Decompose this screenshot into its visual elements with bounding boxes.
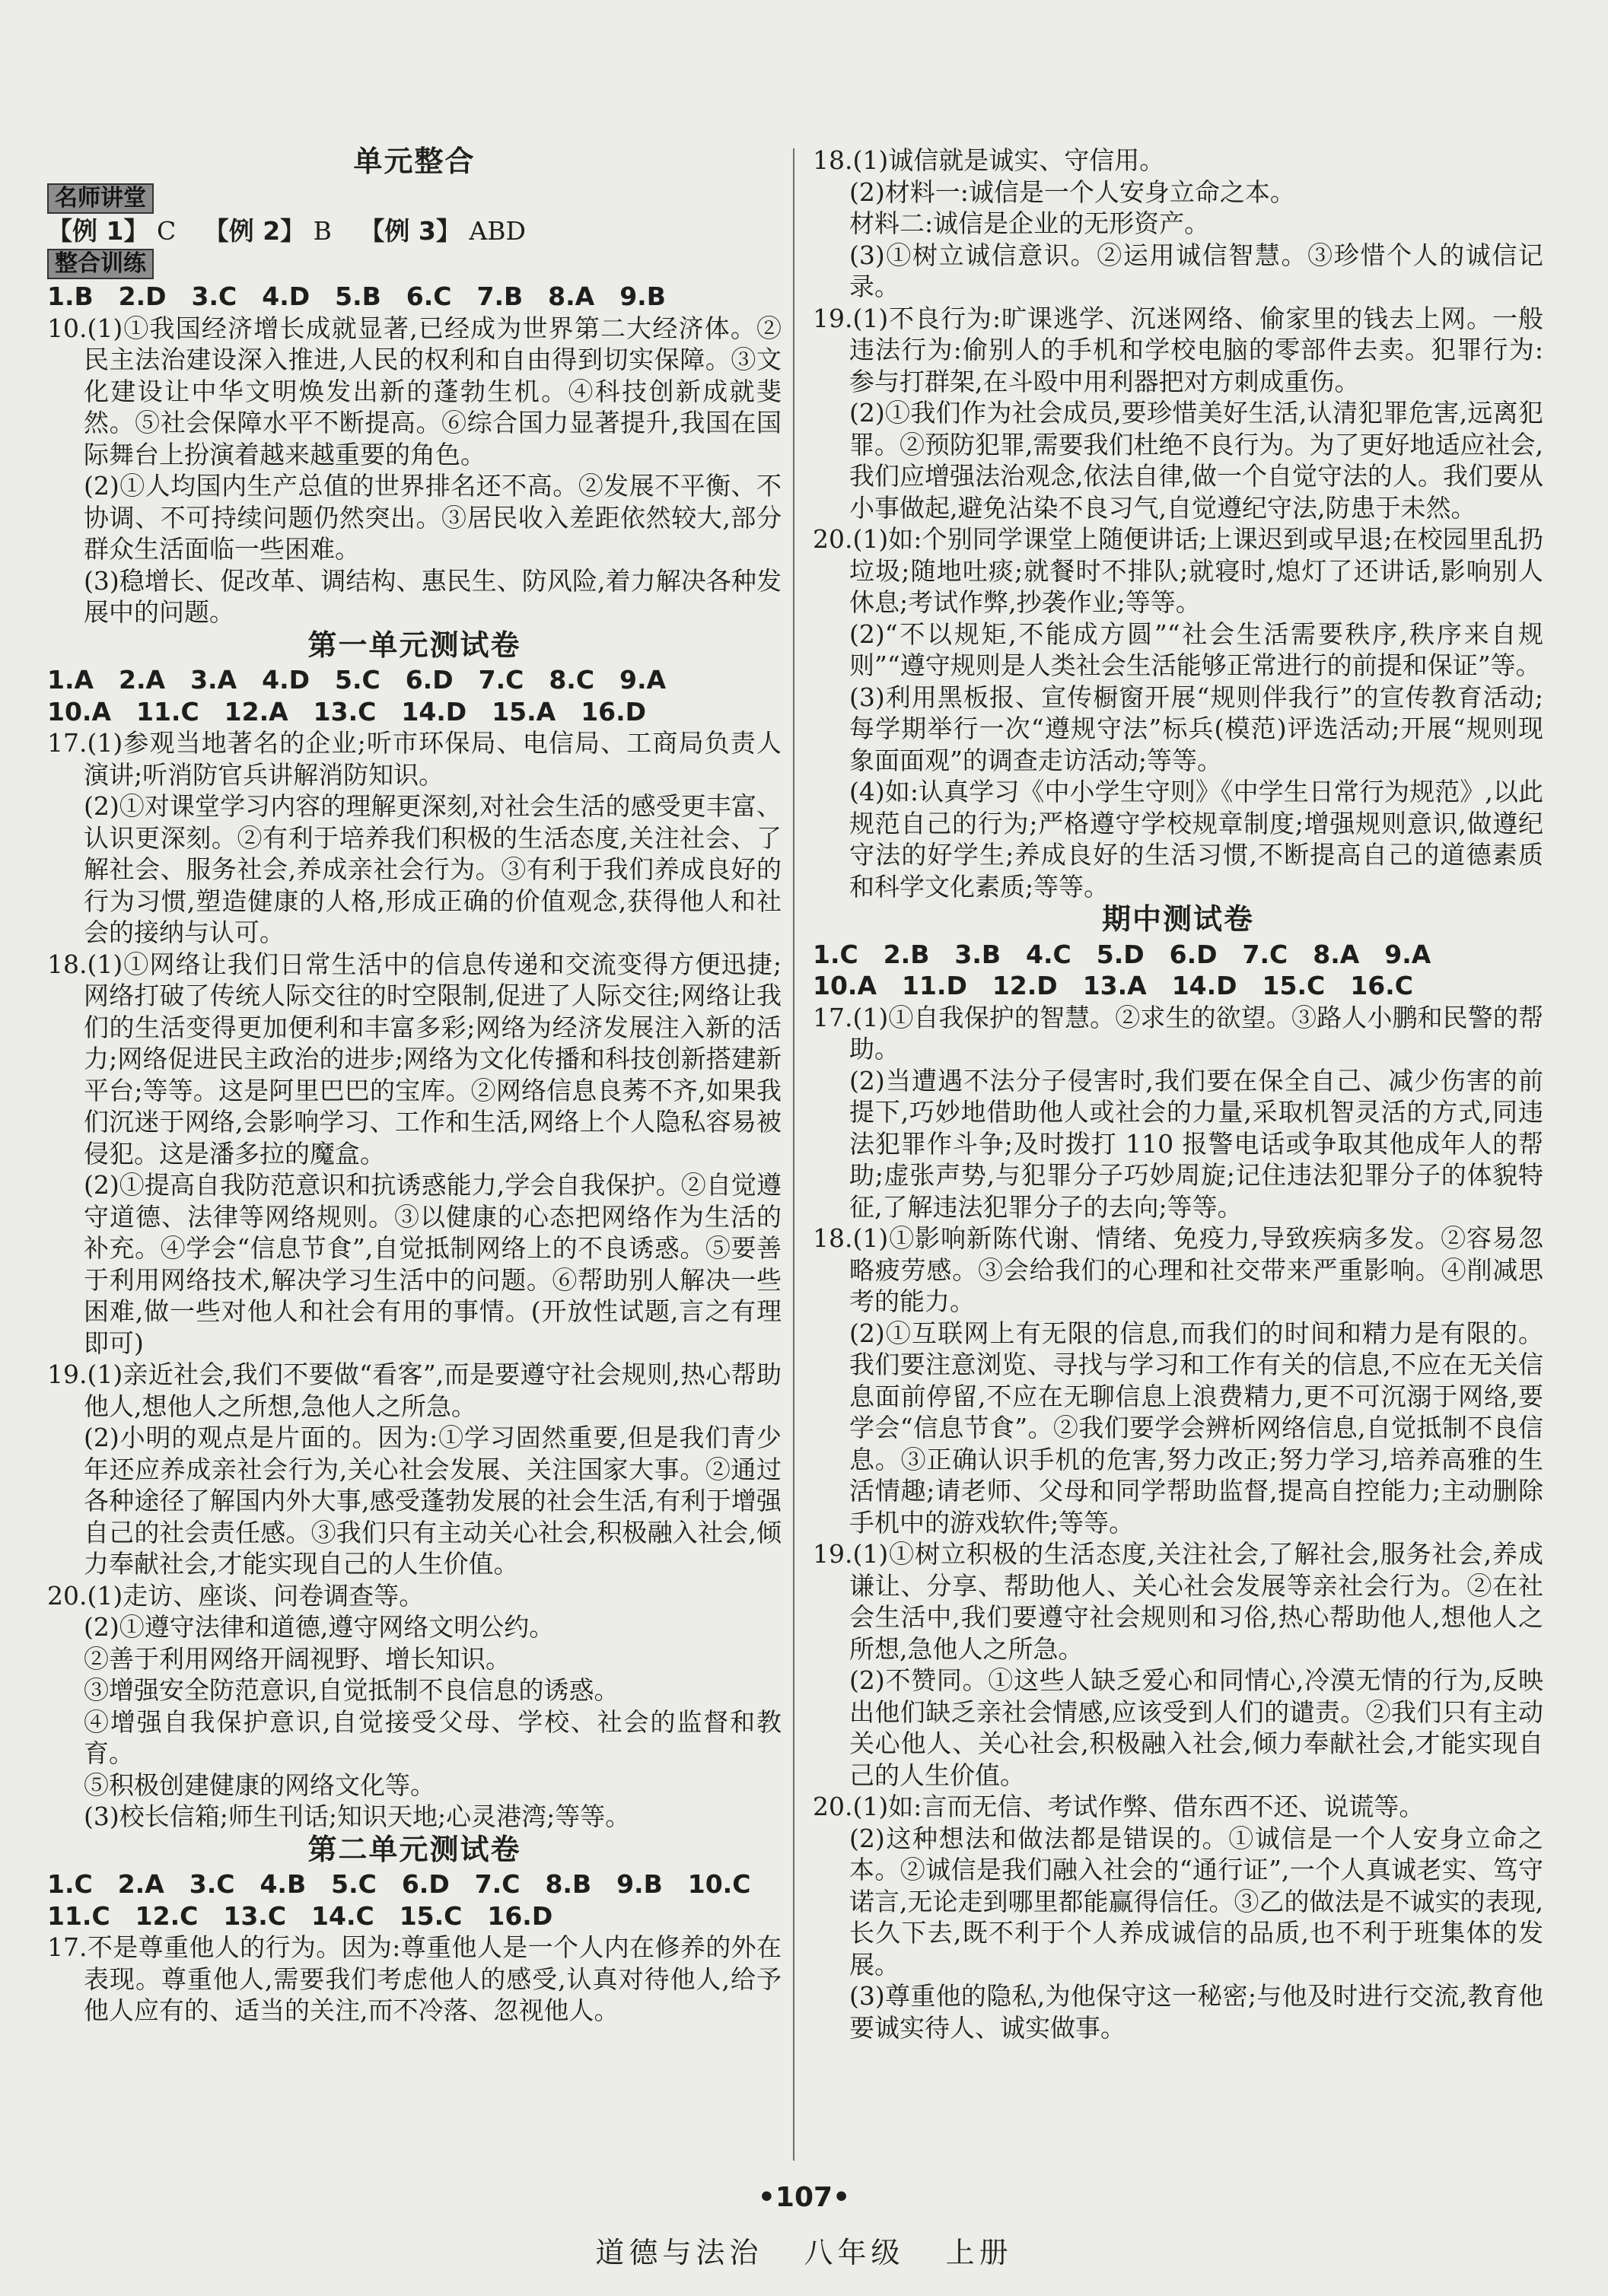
unit1-q20-part2: (2)①遵守法律和道德,遵守网络文明公约。 [84,1612,555,1642]
unit2-q17: 17.不是尊重他人的行为。因为:尊重他人是一个人内在修养的外在表现。尊重他人,需要我们考虑他人的感受,认真对待他人,给予他人应有的、适当的关注,而不冷落、忽视他人。 [47,1932,782,2025]
column-divider [793,148,794,2161]
tag-integrated-training: 整合训练 [47,249,154,279]
unit2-q18-part4: (3)①树立诚信意识。②运用诚信智慧。③珍惜个人的诚信记录。 [849,240,1543,301]
midterm-q18-part2: (2)①互联网上有无限的信息,而我们的时间和精力是有限的。我们要注意浏览、寻找与学习和工作有关的信息,不应在无关信息面前停留,不应在无聊信息上浪费精力,更不可沉溺于网络,要学会“信息节食”。②我们要学会辨析网络信息,自觉抵制不良信息。③正确认识手机的危害,努力改正;努力学习,培养高雅的生活情趣;请老师、父母和同学帮助监督,提高自控能力;主动删除手机中的游戏软件;等等。 [849,1318,1543,1538]
unit2-q19-part2: (2)①我们作为社会成员,要珍惜美好生活,认清犯罪危害,远离犯罪。②预防犯罪,需要我们杜绝不良行为。为了更好地适应社会,我们应增强法治观念,依法自律,做一个自觉守法的人。我们要从小事做起,避免沾染不良习气,自觉遵纪守法,防患于未然。 [849,398,1543,523]
unit1-q19-part2: (2)小明的观点是片面的。因为:①学习固然重要,但是我们青少年还应养成亲社会行为,关心社会发展、关注国家大事。②通过各种途径了解国内外大事,感受蓬勃发展的社会生活,有利于增强自己的社会责任感。③我们只有主动关心社会,积极融入社会,倾力奉献社会,才能实现自己的人生价值。 [84,1423,782,1579]
unit1-q20-part3: ②善于利用网络开阔视野、增长知识。 [84,1643,511,1674]
unit1-q20-part6: ⑤积极创建健康的网络文化等。 [84,1770,435,1800]
unit2-q18-part2: (2)材料一:诚信是一个人安身立命之本。 [849,176,1295,207]
unit1-q20-part4: ③增强安全防范意识,自觉抵制不良信息的诱惑。 [84,1675,619,1705]
midterm-q20-part3: (3)尊重他的隐私,为他保守这一秘密;与他及时进行交流,教育他要诚实待人、诚实做事。 [849,1981,1543,2043]
unit2-q20-part1: 20.(1)如:个别同学课堂上随便讲话;上课迟到或早退;在校园里乱扔垃圾;随地吐痰;就餐时不排队;就寝时,熄灯了还讲话,影响别人休息;考试作弊,抄袭作业;等等。 [813,524,1543,617]
summary-q10-part3: (3)稳增长、促改革、调结构、惠民生、防风险,着力解决各种发展中的问题。 [84,565,782,627]
midterm-q17-part2: (2)当遭遇不法分子侵害时,我们要在保全自己、减少伤害的前提下,巧妙地借助他人或社会的力量,采取机智灵活的方式,同违法犯罪作斗争;及时拨打 110 报警电话或争取其他成年人的帮助;虚张声势,与犯罪分子巧妙周旋;记住违法犯罪分子的体貌特征,了解违法犯罪分子的去向;等等。 [849,1065,1543,1222]
unit1-q20-part5: ④增强自我保护意识,自觉接受父母、学校、社会的监督和教育。 [84,1706,782,1768]
midterm-q20-part1: 20.(1)如:言而无信、考试作弊、借东西不还、说谎等。 [813,1792,1425,1821]
footer-subject: 道德与法治 [595,2236,763,2269]
unit1-q18-part1: 18.(1)①网络让我们日常生活中的信息传递和交流变得方便迅捷;网络打破了传统人际交往的时空限制,促进了人际交往;网络让我们的生活变得更加便利和丰富多彩;网络为经济发展注入新的活力;网络促进民主政治的进步;网络为文化传播和科技创新搭建新平台;等等。这是阿里巴巴的宝库。②网络信息良莠不齐,如果我们沉迷于网络,会影响学习、工作和生活,网络上个人隐私容易被侵犯。这是潘多拉的魔盒。 [47,949,782,1169]
footer-grade: 八年级 [804,2236,905,2269]
unit2-q20-part4: (4)如:认真学习《中小学生守则》《中学生日常行为规范》,以此规范自己的行为;严格遵守学校规章制度;增强规则意识,做遵纪守法的好学生;养成良好的生活习惯,不断提高自己的道德素质和科学文化素质;等等。 [849,777,1543,902]
unit1-q19-part1: 19.(1)亲近社会,我们不要做“看客”,而是要遵守社会规则,热心帮助他人,想他人之所想,急他人之所急。 [47,1359,782,1421]
section-title-unit2: 第二单元测试卷 [307,1832,521,1866]
unit2-mc-row2: 11.C 12.C 13.C 14.C 15.C 16.D [47,1900,553,1931]
examples-line [47,215,782,247]
page-number: •107• [757,2182,851,2213]
summary-mc-answers: 1.B 2.D 3.C 4.D 5.B 6.C 7.B 8.A 9.B [47,281,666,311]
midterm-mc-row2: 10.A 11.D 12.D 13.A 14.D 15.C 16.C [813,971,1413,1000]
example-3: 【例 3】 ABD [359,215,526,246]
midterm-mc-row1: 1.C 2.B 3.B 4.C 5.D 6.D 7.C 8.A 9.A [813,939,1431,969]
unit2-q20-part2: (2)“不以规矩,不能成方圆”“社会生活需要秩序,秩序来自规则”“遵守规则是人类社会生活能够正常进行的前提和保证”等。 [849,619,1543,680]
unit1-mc-row1: 1.A 2.A 3.A 4.D 5.C 6.D 7.C 8.C 9.A [47,665,667,695]
unit2-q18-part3: 材料二:诚信是企业的无形资产。 [849,208,1210,238]
unit1-q17-part2: (2)①对课堂学习内容的理解更深刻,对社会生活的感受更丰富、认识更深刻。②有利于培养我们积极的生活态度,关注社会、了解社会、服务社会,养成亲社会行为。③有利于我们养成良好的行为习惯,塑造健康的人格,形成正确的价值观念,获得他人和社会的接纳与认可。 [84,791,782,947]
summary-q10-part2: (2)①人均国内生产总值的世界排名还不高。②发展不平衡、不协调、不可持续问题仍然突出。③居民收入差距依然较大,部分群众生活面临一些困难。 [84,471,782,564]
unit2-q20-part3: (3)利用黑板报、宣传橱窗开展“规则伴我行”的宣传教育活动;每学期举行一次“遵规守法”标兵(模范)评选活动;开展“规则现象面面观”的调查走访活动;等等。 [849,682,1543,775]
unit2-q19-part1: 19.(1)不良行为:旷课逃学、沉迷网络、偷家里的钱去上网。一般违法行为:偷别人的手机和学校电脑的零部件去卖。犯罪行为:参与打群架,在斗殴中用利器把对方刺成重伤。 [813,303,1543,396]
section-title-unit1: 第一单元测试卷 [307,628,521,662]
example-2: 【例 2】 B [203,215,332,246]
tag-teacher-lecture: 名师讲堂 [47,183,154,214]
unit1-q17-part1: 17.(1)参观当地著名的企业;听市环保局、电信局、工商局负责人演讲;听消防官兵讲解消防知识。 [47,728,782,790]
example-1: 【例 1】 C [47,215,177,246]
right-column [813,145,1543,2043]
section-title-summary: 单元整合 [353,145,476,178]
midterm-q19-part2: (2)不赞同。①这些人缺乏爱心和同情心,冷漠无情的行为,反映出他们缺乏亲社会情感,应该受到人们的谴责。②我们只有主动关心他人、关心社会,积极融入社会,倾力奉献社会,才能实现自己的人生价值。 [849,1665,1543,1790]
unit2-q18-part1: 18.(1)诚信就是诚实、守信用。 [813,145,1165,175]
midterm-q19-part1: 19.(1)①树立积极的生活态度,关注社会,了解社会,服务社会,养成谦让、分享、帮助他人、关心社会发展等亲社会行为。②在社会生活中,我们要遵守社会规则和习俗,热心帮助他人,想他人之所想,急他人之所急。 [813,1539,1543,1664]
midterm-q20-part2: (2)这种想法和做法都是错误的。①诚信是一个人安身立命之本。②诚信是我们融入社会的“通行证”,一个人真诚老实、笃守诺言,无论走到哪里都能赢得信任。③乙的做法是不诚实的表现,长久下去,既不利于个人养成诚信的品质,也不利于班集体的发展。 [849,1823,1543,1980]
unit1-q18-part2: (2)①提高自我防范意识和抗诱惑能力,学会自我保护。②自觉遵守道德、法律等网络规则。③以健康的心态把网络作为生活的补充。④学会“信息节食”,自觉抵制网络上的不良诱惑。⑤要善于利用网络技术,解决学习生活中的问题。⑥帮助别人解决一些困难,做一些对他人和社会有用的事情。(开放性试题,言之有理即可) [84,1170,782,1358]
book-footer [0,2229,1608,2271]
unit1-q20-part1: 20.(1)走访、座谈、问卷调查等。 [47,1580,425,1611]
unit1-q20-part7: (3)校长信箱;师生刊话;知识天地;心灵港湾;等等。 [84,1802,631,1831]
footer-volume: 上册 [945,2236,1013,2269]
unit1-mc-row2: 10.A 11.C 12.A 13.C 14.D 15.A 16.D [47,696,647,727]
left-column [47,145,782,2027]
unit2-mc-row1: 1.C 2.A 3.C 4.B 5.C 6.D 7.C 8.B 9.B 10.C [47,1869,751,1899]
midterm-q18-part1: 18.(1)①影响新陈代谢、情绪、免疫力,导致疾病多发。②容易忽略疲劳感。③会给我们的心理和社交带来严重影响。④削减思考的能力。 [813,1223,1543,1316]
midterm-q17-part1: 17.(1)①自我保护的智慧。②求生的欲望。③路人小鹏和民警的帮助。 [813,1002,1543,1064]
summary-q10-part1: 10.(1)①我国经济增长成就显著,已经成为世界第二大经济体。②民主法治建设深入推进,人民的权利和自由得到切实保障。③文化建设让中华文明焕发出新的蓬勃生机。④科技创新成就斐然。⑤社会保障水平不断提高。⑥综合国力显著提升,我国在国际舞台上扮演着越来越重要的角色。 [47,313,782,469]
section-title-midterm: 期中测试卷 [1101,902,1254,936]
